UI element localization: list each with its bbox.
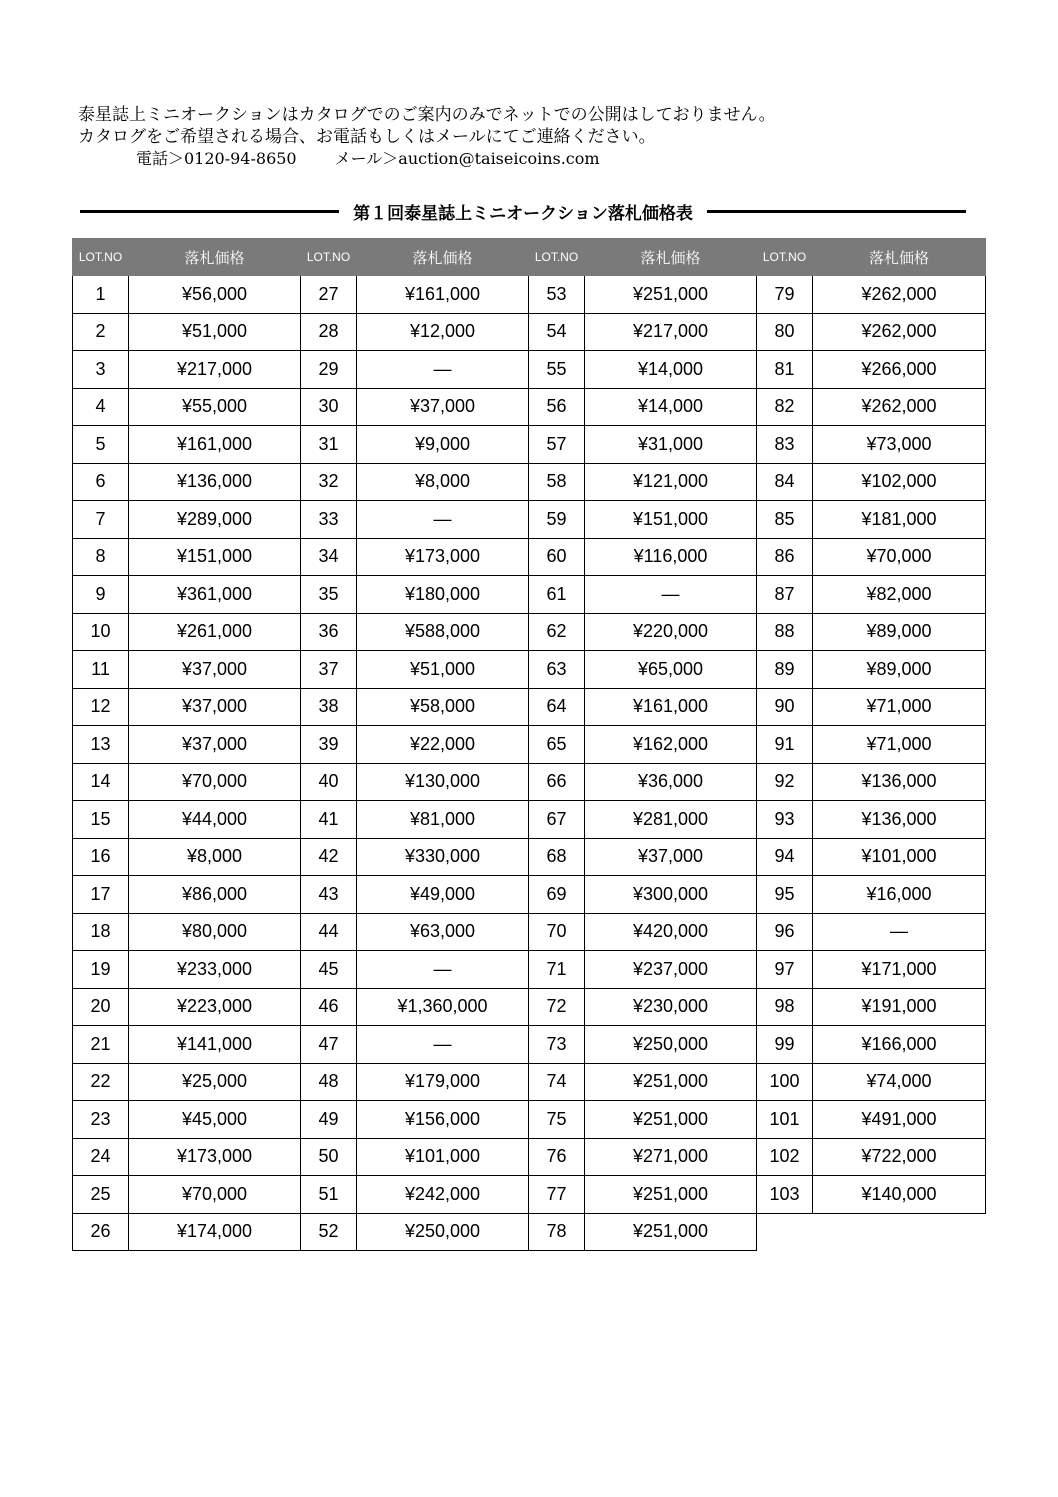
lot-number-cell: 92	[757, 763, 813, 801]
winning-price-cell: ¥173,000	[129, 1138, 301, 1176]
winning-price-cell: ¥71,000	[813, 726, 986, 764]
page-title: 第１回泰星誌上ミニオークション落札価格表	[353, 203, 693, 224]
header-row	[73, 239, 986, 276]
lot-number-cell: 78	[529, 1213, 585, 1251]
table-row	[73, 726, 986, 764]
lot-number-cell: 85	[757, 501, 813, 539]
winning-price-cell: ¥14,000	[585, 351, 757, 389]
winning-price-cell: ¥141,000	[129, 1026, 301, 1064]
empty-cell	[757, 1213, 813, 1251]
lot-number-cell: 11	[73, 651, 129, 689]
lot-number-cell: 90	[757, 688, 813, 726]
winning-price-cell: ¥266,000	[813, 351, 986, 389]
winning-price-cell: ¥217,000	[585, 313, 757, 351]
lot-number-cell: 65	[529, 726, 585, 764]
winning-price-header: 落札価格	[813, 239, 986, 276]
winning-price-cell: ¥71,000	[813, 688, 986, 726]
empty-cell	[813, 1213, 986, 1251]
table-row	[73, 501, 986, 539]
winning-price-cell: ¥156,000	[357, 1101, 529, 1139]
winning-price-cell: ¥300,000	[585, 876, 757, 914]
lot-number-cell: 74	[529, 1063, 585, 1101]
winning-price-cell: ¥101,000	[813, 838, 986, 876]
lot-number-cell: 64	[529, 688, 585, 726]
lot-number-cell: 62	[529, 613, 585, 651]
lot-number-cell: 80	[757, 313, 813, 351]
lot-number-cell: 59	[529, 501, 585, 539]
lot-number-cell: 102	[757, 1138, 813, 1176]
winning-price-cell: ¥162,000	[585, 726, 757, 764]
winning-price-cell: ¥230,000	[585, 988, 757, 1026]
lot-number-cell: 33	[301, 501, 357, 539]
winning-price-cell: —	[357, 951, 529, 989]
lot-number-cell: 57	[529, 426, 585, 464]
winning-price-cell: ¥722,000	[813, 1138, 986, 1176]
table-row	[73, 613, 986, 651]
table-row	[73, 538, 986, 576]
winning-price-cell: ¥8,000	[357, 463, 529, 501]
lot-number-cell: 37	[301, 651, 357, 689]
lot-number-cell: 2	[73, 313, 129, 351]
winning-price-cell: ¥271,000	[585, 1138, 757, 1176]
lot-number-cell: 47	[301, 1026, 357, 1064]
lot-number-cell: 7	[73, 501, 129, 539]
winning-price-cell: ¥22,000	[357, 726, 529, 764]
results-heading	[80, 196, 966, 226]
lot-number-cell: 41	[301, 801, 357, 839]
winning-price-cell: ¥330,000	[357, 838, 529, 876]
lot-number-cell: 61	[529, 576, 585, 614]
table-row	[73, 763, 986, 801]
winning-price-cell: ¥51,000	[129, 313, 301, 351]
winning-price-cell: ¥250,000	[585, 1026, 757, 1064]
lot-number-cell: 21	[73, 1026, 129, 1064]
winning-price-cell: ¥14,000	[585, 388, 757, 426]
table-row	[73, 351, 986, 389]
winning-price-cell: ¥161,000	[585, 688, 757, 726]
winning-price-cell: ¥89,000	[813, 613, 986, 651]
notice-line-2: カタログをご希望される場合、お電話もしくはメールにてご連絡ください。	[78, 127, 656, 147]
heading-rule-left	[80, 210, 339, 213]
winning-price-header: 落札価格	[585, 239, 757, 276]
winning-price-cell: ¥55,000	[129, 388, 301, 426]
table-row	[73, 313, 986, 351]
lot-number-cell: 77	[529, 1176, 585, 1214]
winning-price-cell: ¥262,000	[813, 388, 986, 426]
lot-number-cell: 101	[757, 1101, 813, 1139]
winning-price-cell: ¥58,000	[357, 688, 529, 726]
winning-price-cell: ¥151,000	[585, 501, 757, 539]
lot-number-cell: 103	[757, 1176, 813, 1214]
lot-number-header: LOT.NO	[529, 239, 585, 276]
winning-price-cell: ¥45,000	[129, 1101, 301, 1139]
lot-number-cell: 19	[73, 951, 129, 989]
winning-price-cell: ¥191,000	[813, 988, 986, 1026]
lot-number-cell: 32	[301, 463, 357, 501]
winning-price-cell: ¥16,000	[813, 876, 986, 914]
winning-price-cell: ¥223,000	[129, 988, 301, 1026]
lot-number-cell: 30	[301, 388, 357, 426]
lot-number-cell: 13	[73, 726, 129, 764]
winning-price-cell: ¥81,000	[357, 801, 529, 839]
table-row	[73, 1176, 986, 1214]
lot-number-header: LOT.NO	[73, 239, 129, 276]
lot-number-cell: 40	[301, 763, 357, 801]
lot-number-cell: 71	[529, 951, 585, 989]
winning-price-cell: ¥65,000	[585, 651, 757, 689]
winning-price-cell: ¥289,000	[129, 501, 301, 539]
table-row	[73, 1213, 986, 1251]
heading-rule-right	[707, 210, 966, 213]
winning-price-cell: ¥1,360,000	[357, 988, 529, 1026]
winning-price-cell: ¥136,000	[813, 763, 986, 801]
winning-price-cell: ¥588,000	[357, 613, 529, 651]
winning-price-cell: ¥420,000	[585, 913, 757, 951]
results-table	[72, 238, 986, 1251]
winning-price-cell: ¥12,000	[357, 313, 529, 351]
lot-number-cell: 34	[301, 538, 357, 576]
lot-number-cell: 14	[73, 763, 129, 801]
lot-number-cell: 15	[73, 801, 129, 839]
winning-price-cell: ¥242,000	[357, 1176, 529, 1214]
winning-price-cell: ¥251,000	[585, 1101, 757, 1139]
winning-price-cell: ¥9,000	[357, 426, 529, 464]
lot-number-cell: 6	[73, 463, 129, 501]
winning-price-cell: ¥73,000	[813, 426, 986, 464]
lot-number-cell: 24	[73, 1138, 129, 1176]
winning-price-cell: ¥361,000	[129, 576, 301, 614]
winning-price-cell: ¥130,000	[357, 763, 529, 801]
contact-line	[78, 148, 978, 170]
lot-number-cell: 28	[301, 313, 357, 351]
winning-price-cell: ¥31,000	[585, 426, 757, 464]
winning-price-cell: —	[813, 913, 986, 951]
winning-price-cell: ¥63,000	[357, 913, 529, 951]
table-row	[73, 1063, 986, 1101]
table-row	[73, 913, 986, 951]
winning-price-cell: ¥220,000	[585, 613, 757, 651]
winning-price-cell: ¥44,000	[129, 801, 301, 839]
lot-number-cell: 52	[301, 1213, 357, 1251]
winning-price-cell: ¥36,000	[585, 763, 757, 801]
lot-number-cell: 45	[301, 951, 357, 989]
winning-price-header: 落札価格	[129, 239, 301, 276]
winning-price-cell: —	[357, 1026, 529, 1064]
lot-number-cell: 39	[301, 726, 357, 764]
lot-number-cell: 8	[73, 538, 129, 576]
lot-number-cell: 23	[73, 1101, 129, 1139]
lot-number-cell: 99	[757, 1026, 813, 1064]
lot-number-cell: 81	[757, 351, 813, 389]
winning-price-cell: ¥89,000	[813, 651, 986, 689]
lot-number-cell: 51	[301, 1176, 357, 1214]
lot-number-cell: 94	[757, 838, 813, 876]
table-row	[73, 1138, 986, 1176]
winning-price-cell: ¥80,000	[129, 913, 301, 951]
lot-number-cell: 98	[757, 988, 813, 1026]
lot-number-cell: 3	[73, 351, 129, 389]
winning-price-cell: ¥180,000	[357, 576, 529, 614]
lot-number-cell: 53	[529, 276, 585, 314]
winning-price-cell: ¥37,000	[129, 688, 301, 726]
winning-price-cell: ¥70,000	[129, 763, 301, 801]
lot-number-cell: 1	[73, 276, 129, 314]
winning-price-cell: ¥233,000	[129, 951, 301, 989]
lot-number-cell: 48	[301, 1063, 357, 1101]
lot-number-cell: 79	[757, 276, 813, 314]
lot-number-cell: 22	[73, 1063, 129, 1101]
lot-number-cell: 86	[757, 538, 813, 576]
winning-price-cell: ¥74,000	[813, 1063, 986, 1101]
lot-number-cell: 38	[301, 688, 357, 726]
winning-price-cell: —	[585, 576, 757, 614]
winning-price-cell: ¥136,000	[813, 801, 986, 839]
table-row	[73, 276, 986, 314]
winning-price-cell: ¥161,000	[129, 426, 301, 464]
lot-number-cell: 100	[757, 1063, 813, 1101]
notice-line-1: 泰星誌上ミニオークションはカタログでのご案内のみでネットでの公開はしておりません。	[78, 105, 776, 125]
winning-price-cell: ¥25,000	[129, 1063, 301, 1101]
winning-price-cell: ¥251,000	[585, 276, 757, 314]
lot-number-cell: 75	[529, 1101, 585, 1139]
lot-number-cell: 60	[529, 538, 585, 576]
lot-number-cell: 20	[73, 988, 129, 1026]
lot-number-cell: 43	[301, 876, 357, 914]
winning-price-cell: ¥82,000	[813, 576, 986, 614]
lot-number-header: LOT.NO	[301, 239, 357, 276]
lot-number-cell: 35	[301, 576, 357, 614]
lot-number-cell: 69	[529, 876, 585, 914]
lot-number-cell: 9	[73, 576, 129, 614]
lot-number-cell: 17	[73, 876, 129, 914]
lot-number-cell: 66	[529, 763, 585, 801]
lot-number-cell: 83	[757, 426, 813, 464]
table-row	[73, 988, 986, 1026]
table-row	[73, 951, 986, 989]
winning-price-cell: ¥49,000	[357, 876, 529, 914]
table-row	[73, 463, 986, 501]
winning-price-cell: ¥174,000	[129, 1213, 301, 1251]
winning-price-header: 落札価格	[357, 239, 529, 276]
lot-number-cell: 31	[301, 426, 357, 464]
winning-price-cell: ¥37,000	[585, 838, 757, 876]
lot-number-header: LOT.NO	[757, 239, 813, 276]
lot-number-cell: 12	[73, 688, 129, 726]
winning-price-cell: ¥116,000	[585, 538, 757, 576]
lot-number-cell: 63	[529, 651, 585, 689]
lot-number-cell: 76	[529, 1138, 585, 1176]
winning-price-cell: ¥37,000	[357, 388, 529, 426]
winning-price-cell: ¥491,000	[813, 1101, 986, 1139]
table-row	[73, 651, 986, 689]
winning-price-cell: ¥121,000	[585, 463, 757, 501]
lot-number-cell: 10	[73, 613, 129, 651]
lot-number-cell: 5	[73, 426, 129, 464]
lot-number-cell: 4	[73, 388, 129, 426]
table-row	[73, 1026, 986, 1064]
lot-number-cell: 49	[301, 1101, 357, 1139]
lot-number-cell: 70	[529, 913, 585, 951]
winning-price-cell: ¥251,000	[585, 1176, 757, 1214]
winning-price-cell: ¥37,000	[129, 651, 301, 689]
winning-price-cell: —	[357, 351, 529, 389]
lot-number-cell: 88	[757, 613, 813, 651]
winning-price-cell: ¥179,000	[357, 1063, 529, 1101]
winning-price-cell: ¥250,000	[357, 1213, 529, 1251]
winning-price-cell: ¥70,000	[813, 538, 986, 576]
lot-number-cell: 93	[757, 801, 813, 839]
winning-price-cell: ¥217,000	[129, 351, 301, 389]
winning-price-cell: ¥70,000	[129, 1176, 301, 1214]
lot-number-cell: 54	[529, 313, 585, 351]
winning-price-cell: ¥181,000	[813, 501, 986, 539]
winning-price-cell: ¥173,000	[357, 538, 529, 576]
winning-price-cell: ¥261,000	[129, 613, 301, 651]
winning-price-cell: ¥151,000	[129, 538, 301, 576]
table-row	[73, 801, 986, 839]
winning-price-cell: ¥166,000	[813, 1026, 986, 1064]
table-row	[73, 838, 986, 876]
table-row	[73, 688, 986, 726]
lot-number-cell: 25	[73, 1176, 129, 1214]
lot-number-cell: 27	[301, 276, 357, 314]
lot-number-cell: 95	[757, 876, 813, 914]
lot-number-cell: 91	[757, 726, 813, 764]
winning-price-cell: ¥262,000	[813, 276, 986, 314]
table-row	[73, 426, 986, 464]
table-row	[73, 576, 986, 614]
lot-number-cell: 16	[73, 838, 129, 876]
lot-number-cell: 68	[529, 838, 585, 876]
winning-price-cell: ¥8,000	[129, 838, 301, 876]
winning-price-cell: ¥251,000	[585, 1063, 757, 1101]
winning-price-cell: ¥37,000	[129, 726, 301, 764]
table-row	[73, 876, 986, 914]
winning-price-cell: ¥237,000	[585, 951, 757, 989]
lot-number-cell: 96	[757, 913, 813, 951]
lot-number-cell: 42	[301, 838, 357, 876]
lot-number-cell: 82	[757, 388, 813, 426]
winning-price-cell: ¥161,000	[357, 276, 529, 314]
results-body	[73, 276, 986, 1251]
table-row	[73, 388, 986, 426]
lot-number-cell: 26	[73, 1213, 129, 1251]
lot-number-cell: 89	[757, 651, 813, 689]
lot-number-cell: 72	[529, 988, 585, 1026]
auction-notice	[78, 104, 978, 170]
winning-price-cell: ¥51,000	[357, 651, 529, 689]
winning-price-cell: ¥262,000	[813, 313, 986, 351]
winning-price-cell: —	[357, 501, 529, 539]
lot-number-cell: 36	[301, 613, 357, 651]
winning-price-cell: ¥171,000	[813, 951, 986, 989]
email-address: メール＞auction@taiseicoins.com	[334, 149, 600, 168]
winning-price-cell: ¥102,000	[813, 463, 986, 501]
lot-number-cell: 44	[301, 913, 357, 951]
lot-number-cell: 87	[757, 576, 813, 614]
lot-number-cell: 50	[301, 1138, 357, 1176]
lot-number-cell: 55	[529, 351, 585, 389]
winning-price-cell: ¥281,000	[585, 801, 757, 839]
winning-price-cell: ¥251,000	[585, 1213, 757, 1251]
lot-number-cell: 18	[73, 913, 129, 951]
lot-number-cell: 73	[529, 1026, 585, 1064]
lot-number-cell: 29	[301, 351, 357, 389]
winning-price-cell: ¥86,000	[129, 876, 301, 914]
lot-number-cell: 46	[301, 988, 357, 1026]
winning-price-cell: ¥136,000	[129, 463, 301, 501]
lot-number-cell: 84	[757, 463, 813, 501]
lot-number-cell: 97	[757, 951, 813, 989]
phone-number: 電話＞0120-94-8650	[136, 149, 297, 168]
table-row	[73, 1101, 986, 1139]
winning-price-cell: ¥140,000	[813, 1176, 986, 1214]
lot-number-cell: 56	[529, 388, 585, 426]
lot-number-cell: 58	[529, 463, 585, 501]
winning-price-cell: ¥56,000	[129, 276, 301, 314]
winning-price-cell: ¥101,000	[357, 1138, 529, 1176]
lot-number-cell: 67	[529, 801, 585, 839]
